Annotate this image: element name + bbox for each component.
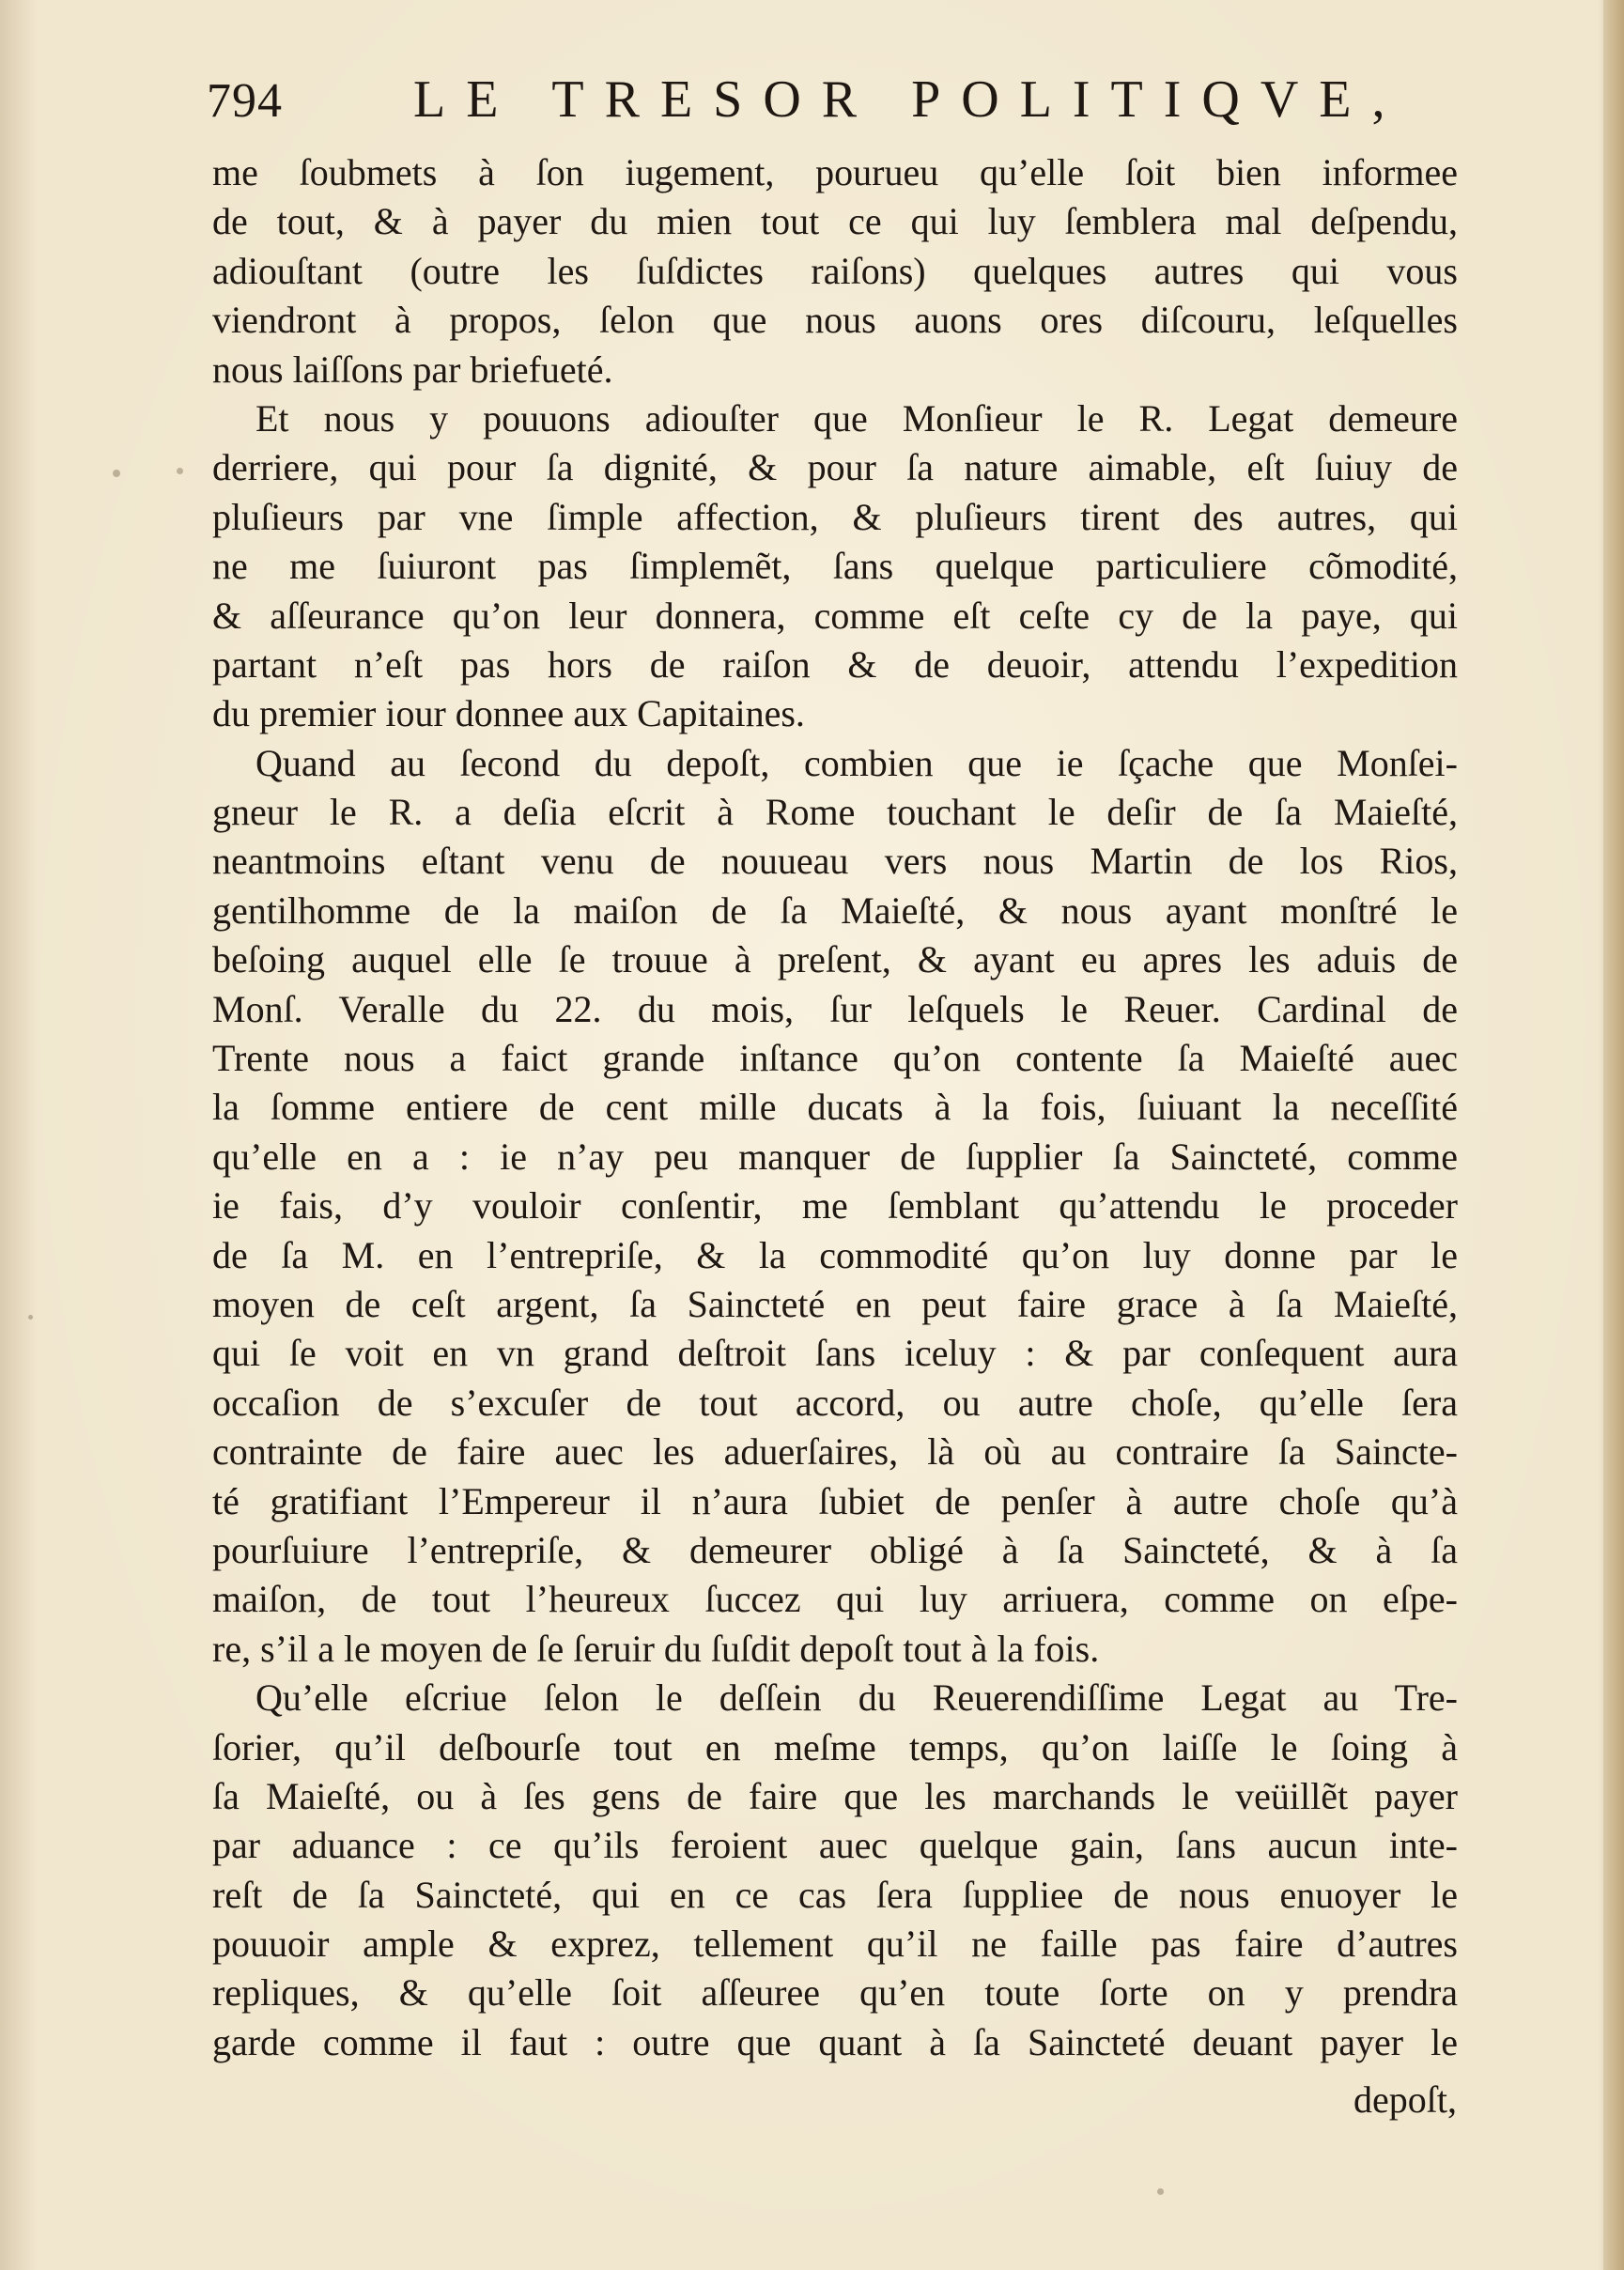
- running-title: LE TRESOR POLITIQVE,: [413, 70, 1406, 129]
- text-line: de ſa M. en l’entrepriſe, & la commodité qu’on luy donne par le: [212, 1233, 1458, 1276]
- text-line: la ſomme entiere de cent mille ducats à la fois, ſuiuant la neceſſité: [212, 1086, 1458, 1129]
- page-header: [207, 66, 1456, 141]
- paper-speck: [177, 468, 183, 474]
- text-line: garde comme il faut : outre que quant à ſa Saincteté deuant payer le: [212, 2020, 1458, 2063]
- text-line: moyen de ceſt argent, ſa Saincteté en peut faire grace à ſa Maieſté,: [212, 1282, 1458, 1325]
- text-line: ne me ſuiuront pas ſimplemẽt, ſans quelque particuliere cõmodité,: [212, 545, 1458, 588]
- text-line: occaſion de s’excuſer de tout accord, ou autre choſe, qu’elle ſera: [212, 1381, 1458, 1424]
- text-line: par aduance : ce qu’ils feroient auec quelque gain, ſans aucun inte-: [212, 1824, 1458, 1867]
- text-line: maiſon, de tout l’heureux ſuccez qui luy arriuera, comme on eſpe-: [212, 1578, 1458, 1621]
- text-line: pluſieurs par vne ſimple affection, & pluſieurs tirent des autres, qui: [212, 495, 1458, 538]
- text-line: gneur le R. a deſia eſcrit à Rome touchant le deſir de ſa Maieſté,: [212, 791, 1458, 834]
- text-line: du premier iour donnee aux Capitaines.: [212, 692, 805, 735]
- body-text: [212, 148, 1458, 2067]
- paper-speck: [28, 1315, 33, 1320]
- text-line: viendront à propos, ſelon que nous auons ores diſcouru, leſquelles: [212, 299, 1458, 342]
- page-number: 794: [207, 74, 283, 128]
- text-line: neantmoins eſtant venu de nouueau vers nous Martin de los Rios,: [212, 840, 1458, 883]
- text-line: gentilhomme de la maiſon de ſa Maieſté, & nous ayant monſtré le: [212, 888, 1458, 932]
- page-edge-shadow: [1603, 0, 1624, 2270]
- text-line: ſorier, qu’il deſbourſe tout en meſme temps, qu’on laiſſe le ſoing à: [212, 1725, 1458, 1768]
- text-line: Et nous y pouuons adiouſter que Monſieur le R. Legat demeure: [255, 396, 1458, 440]
- text-line: & aſſeurance qu’on leur donnera, comme eſt ceſte cy de la paye, qui: [212, 594, 1458, 637]
- text-line: Trente nous a faict grande inſtance qu’on contente ſa Maieſté auec: [212, 1037, 1458, 1080]
- text-line: ſa Maieſté, ou à ſes gens de faire que les marchands le veüillẽt payer: [212, 1774, 1458, 1817]
- text-line: pouuoir ample & exprez, tellement qu’il ne faille pas faire d’autres: [212, 1923, 1458, 1966]
- text-line: repliques, & qu’elle ſoit aſſeuree qu’en toute ſorte on y prendra: [212, 1971, 1458, 2015]
- text-line: Quand au ſecond du depoſt, combien que ie ſçache que Monſei-: [255, 741, 1458, 784]
- text-line: beſoing auquel elle ſe trouue à preſent, & ayant eu apres les aduis de: [212, 938, 1458, 981]
- text-line: ie fais, d’y vouloir conſentir, me ſemblant qu’attendu le proceder: [212, 1184, 1458, 1228]
- paper-speck: [1157, 2188, 1164, 2195]
- text-line: qu’elle en a : ie n’ay peu manquer de ſupplier ſa Saincteté, comme: [212, 1135, 1458, 1178]
- text-line: Qu’elle eſcriue ſelon le deſſein du Reuerendiſſime Legat au Tre-: [255, 1676, 1458, 1720]
- text-line: partant n’eſt pas hors de raiſon & de deuoir, attendu l’expedition: [212, 642, 1458, 686]
- paper-speck: [113, 470, 120, 477]
- text-line: de tout, & à payer du mien tout ce qui luy ſemblera mal deſpendu,: [212, 200, 1458, 243]
- text-line: adiouſtant (outre les ſuſdictes raiſons) quelques autres qui vous: [212, 249, 1458, 292]
- text-line: derriere, qui pour ſa dignité, & pour ſa nature aimable, eſt ſuiuy de: [212, 446, 1458, 489]
- catchword: depoſt,: [1353, 2078, 1457, 2121]
- text-line: nous laiſſons par briefueté.: [212, 347, 613, 391]
- text-line: qui ſe voit en vn grand deſtroit ſans iceluy : & par conſequent aura: [212, 1332, 1458, 1375]
- text-line: reſt de ſa Saincteté, qui en ce cas ſera ſuppliee de nous enuoyer le: [212, 1873, 1458, 1916]
- text-line: re, s’il a le moyen de ſe ſeruir du ſuſdit depoſt tout à la fois.: [212, 1627, 1100, 1670]
- text-line: me ſoubmets à ſon iugement, pourueu qu’elle ſoit bien informee: [212, 151, 1458, 193]
- text-line: contrainte de faire auec les aduerſaires, là où au contraire ſa Saincte-: [212, 1430, 1458, 1474]
- text-line: Monſ. Veralle du 22. du mois, ſur leſquels le Reuer. Cardinal de: [212, 987, 1458, 1030]
- text-line: té gratifiant l’Empereur il n’aura ſubiet de penſer à autre choſe qu’à: [212, 1479, 1458, 1522]
- text-line: pourſuiure l’entrepriſe, & demeurer obligé à ſa Saincteté, & à ſa: [212, 1528, 1458, 1571]
